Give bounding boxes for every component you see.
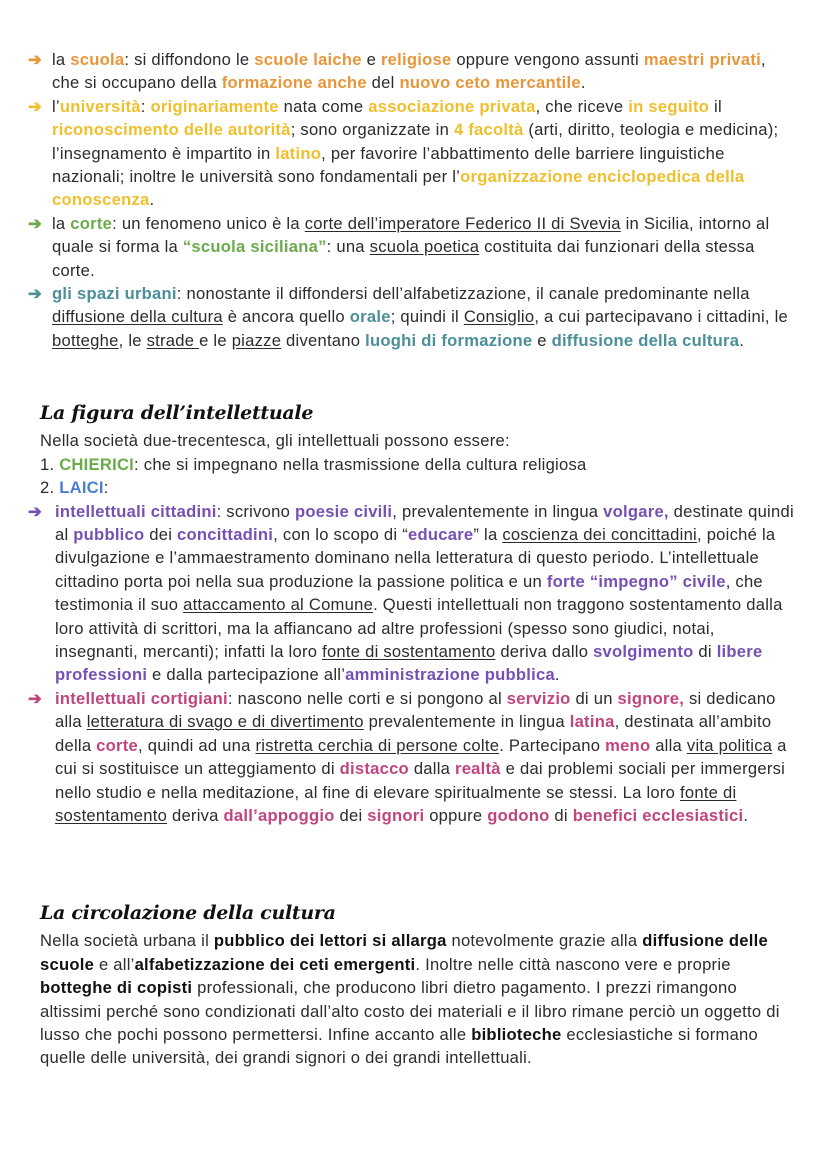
underlined-text: piazze	[231, 330, 282, 350]
text-run: in Sicilia, intorno al quale si forma la	[52, 213, 770, 257]
highlight-purple: pubblico	[73, 525, 145, 545]
highlight-green: corte	[70, 213, 113, 233]
text-run: .	[743, 805, 749, 825]
highlight-yellow: riconoscimento delle autorità	[52, 120, 291, 140]
text-run: , che testimonia il suo	[55, 571, 763, 615]
section-centers-of-culture	[28, 48, 792, 352]
underlined-text: letteratura di svago e di divertimento	[86, 712, 364, 732]
highlight-magenta: dall’appoggio	[223, 805, 335, 825]
text-run: dei	[144, 525, 178, 545]
underlined-text: strade	[146, 330, 200, 350]
highlight-orange: scuole laiche	[254, 50, 362, 69]
bold-text: diffusione delle scuole	[40, 931, 768, 974]
text-run: :	[140, 96, 151, 116]
section-circulation-of-culture	[40, 902, 800, 1070]
text-run: (arti, diritto, teologia e medicina); l’insegnamento è impartito in	[52, 120, 779, 163]
highlight-purple: poesie civili	[294, 501, 393, 521]
underlined-text: corte dell’imperatore Federico II di Svevia	[304, 213, 621, 233]
underlined-text: fonte di sostentamento	[322, 642, 496, 662]
text-run: l’	[52, 96, 60, 116]
list-item	[28, 95, 792, 212]
text-run: , con lo scopo di “	[273, 525, 408, 545]
text-run: ecclesiastiche si formano quelle delle università, dei grandi signori o dei grandi intellettuali.	[40, 1025, 759, 1068]
text-run: professionali, che producono libri dietro pagamento. I prezzi rimangono altissimi perché sono condizionati dall’alto costo dei materiali e il libro rimane perciò un oggetto di lusso che pochi possono permettersi. Infine accanto alle	[40, 978, 780, 1045]
arrow-right-icon: ➔	[28, 213, 43, 233]
highlight-yellow: originariamente	[150, 96, 279, 116]
highlight-magenta: corte	[96, 735, 138, 755]
text-run: : nascono nelle corti e si pongono al	[227, 688, 507, 708]
highlight-magenta: servizio	[506, 688, 571, 708]
arrow-right-icon: ➔	[28, 284, 43, 304]
text-run: il	[709, 96, 722, 116]
section-intellectual-figure	[28, 402, 800, 827]
arrow-right-icon: ➔	[28, 96, 43, 116]
highlight-magenta: benefici ecclesiastici	[572, 805, 744, 825]
text-run: la	[52, 213, 71, 233]
text-run: deriva dallo	[495, 642, 594, 662]
text-run: del	[366, 73, 400, 93]
bold-text: botteghe di copisti	[40, 978, 193, 998]
highlight-green: “scuola siciliana”	[182, 237, 327, 257]
highlight-orange: religiose	[380, 50, 452, 69]
highlight-teal: diffusione della cultura	[551, 330, 740, 350]
text-run: di	[549, 805, 573, 825]
highlight-teal: gli spazi urbani	[52, 284, 177, 304]
text-run: .	[580, 73, 586, 93]
list-item	[28, 500, 800, 687]
underlined-text: attaccamento al Comune	[183, 595, 374, 615]
text-run: e	[532, 330, 552, 350]
bold-text: pubblico dei lettori si allarga	[213, 931, 447, 951]
text-run: e dai problemi sociali per immergersi nello studio e nella meditazione, al fine di elevare spiritualmente se stessi. La loro	[55, 759, 786, 802]
highlight-purple: volgare,	[603, 501, 669, 521]
arrow-right-icon: ➔	[28, 688, 43, 708]
highlight-yellow: latino	[275, 143, 322, 163]
highlight-purple: intellettuali cittadini	[55, 501, 217, 521]
numbered-list	[40, 453, 800, 500]
highlight-yellow: 4 facoltà	[453, 120, 524, 140]
list-item	[28, 687, 800, 827]
text-run: ; sono organizzate in	[290, 120, 454, 140]
bold-text: biblioteche	[471, 1025, 562, 1045]
highlight-teal: luoghi di formazione	[365, 330, 533, 350]
highlight-magenta: meno	[605, 735, 651, 755]
text-run: , poiché la divulgazione e l’ammaestramento dominano nella letteratura di questo periodo. L’intellettuale cittadino porta poi nella sua produzione la passione politica e un	[55, 525, 776, 591]
highlight-purple: concittadini	[177, 525, 274, 545]
text-run: . Inoltre nelle città nascono vere e proprie	[415, 954, 731, 974]
highlight-magenta: signore,	[617, 688, 685, 708]
text-run: .	[149, 190, 155, 210]
text-run: :	[103, 478, 109, 498]
highlight-magenta: realtà	[454, 759, 501, 779]
highlight-yellow: organizzazione enciclopedica della conoscenza	[52, 167, 745, 210]
text-run: , a cui partecipavano i cittadini, le	[534, 307, 789, 327]
text-run: , che si occupano della	[52, 50, 766, 93]
bullet-list	[28, 48, 792, 352]
text-run: 2.	[40, 478, 60, 498]
highlight-magenta: godono	[487, 805, 550, 825]
text-run: la	[52, 50, 71, 69]
highlight-yellow: università	[59, 96, 141, 116]
text-run: . Partecipano	[499, 735, 606, 755]
text-run: deriva	[167, 805, 224, 825]
highlight-orange: scuola	[70, 50, 125, 69]
highlight-magenta: latina	[569, 712, 615, 732]
text-run: , le	[118, 330, 147, 350]
list-item	[28, 48, 792, 95]
highlight-magenta: distacco	[339, 759, 409, 779]
text-run: , quindi ad una	[138, 735, 256, 755]
intro-text: Nella società due-trecentesca, gli intellettuali possono essere:	[40, 431, 510, 451]
arrow-right-icon: ➔	[28, 501, 43, 521]
text-run: : che si impegnano nella trasmissione della cultura religiosa	[134, 454, 587, 474]
underlined-text: Consiglio	[463, 307, 535, 327]
highlight-yellow: associazione privata	[368, 96, 536, 116]
text-run: 1.	[40, 454, 60, 474]
underlined-text: ristretta cerchia di persone colte	[255, 735, 500, 755]
text-run: dalla	[408, 759, 455, 779]
text-run: , che riceve	[535, 96, 629, 116]
text-run: , prevalentemente in lingua	[392, 501, 604, 521]
text-run: si dedicano alla	[55, 688, 776, 732]
underlined-text: diffusione della cultura	[52, 307, 223, 327]
highlight-orange: maestri privati	[643, 50, 762, 69]
text-run: prevalentemente in lingua	[363, 712, 570, 732]
highlight-yellow: in seguito	[628, 96, 710, 116]
text-run: e le	[199, 330, 232, 350]
text-run: : nonostante il diffondersi dell’alfabetizzazione, il canale predominante nella	[176, 284, 750, 304]
underlined-text: coscienza dei concittadini	[502, 525, 697, 545]
text-run: . Questi intellettuali non traggono sostentamento dalla loro attività di scrittori, ma la affiancano ad altre professioni (spesso sono giudici, notai, insegnanti, mercanti); infatti la loro	[55, 595, 783, 662]
text-run: dei	[334, 805, 368, 825]
text-run: oppure	[424, 805, 488, 825]
underlined-text: vita politica	[686, 735, 773, 755]
highlight-orange: formazione anche	[221, 73, 367, 93]
text-run: oppure vengono assunti	[451, 50, 644, 69]
text-run: e dalla partecipazione all’	[147, 665, 346, 685]
text-run: , per favorire l’abbattimento delle barriere linguistiche nazionali; inoltre le università sono fondamentali per l’	[52, 143, 725, 187]
underlined-text: botteghe	[52, 330, 119, 350]
text-run: ; quindi il	[390, 307, 464, 327]
highlight-magenta: intellettuali cortigiani	[55, 688, 228, 708]
text-run: e	[361, 50, 381, 69]
text-run: : una	[326, 237, 370, 257]
text-run: .	[554, 665, 560, 685]
text-run: : si diffondono le	[124, 50, 255, 69]
text-run: Nella società urbana il	[40, 931, 214, 951]
list-item	[28, 212, 792, 282]
text-run: notevolmente grazie alla	[446, 931, 643, 951]
highlight-magenta: signori	[367, 805, 425, 825]
text-run: costituita dai funzionari della stessa corte.	[52, 237, 755, 280]
text-run: : scrivono	[216, 501, 295, 521]
arrow-right-icon: ➔	[28, 50, 43, 69]
highlight-blue: LAICI	[59, 478, 104, 498]
text-run: .	[739, 330, 745, 350]
text-run: diventano	[281, 330, 366, 350]
numbered-item	[40, 453, 800, 476]
bold-text: alfabetizzazione dei ceti emergenti	[134, 954, 416, 974]
highlight-purple: svolgimento	[593, 642, 694, 662]
text-run: ” la	[473, 525, 503, 545]
underlined-text: scuola poetica	[369, 237, 480, 257]
text-run: nata come	[278, 96, 369, 116]
highlight-purple: amministrazione pubblica	[345, 665, 555, 685]
text-run: a cui si sostituisce un atteggiamento di	[55, 735, 787, 779]
list-item	[28, 282, 792, 352]
highlight-green: CHIERICI	[59, 454, 135, 474]
highlight-purple: forte “impegno” civile	[546, 571, 726, 591]
text-run: , destinata all’ambito della	[55, 712, 772, 755]
text-run: di un	[570, 688, 618, 708]
highlight-teal: orale	[349, 307, 391, 327]
text-run: e all’	[94, 954, 135, 974]
section-heading: La circolazione della cultura	[40, 902, 336, 924]
text-run: destinate quindi al	[55, 501, 794, 545]
text-run: : un fenomeno unico è la	[112, 213, 305, 233]
highlight-purple: libere professioni	[55, 642, 763, 685]
text-run: alla	[650, 735, 687, 755]
section-heading: La figura dell’intellettuale	[40, 402, 314, 424]
bullet-list	[28, 500, 800, 828]
numbered-item	[40, 476, 800, 499]
highlight-orange: nuovo ceto mercantile	[399, 73, 581, 93]
paragraph	[40, 929, 800, 1069]
underlined-text: fonte di sostentamento	[55, 782, 737, 825]
text-run: è ancora quello	[222, 307, 350, 327]
text-run: di	[693, 642, 717, 662]
highlight-purple: educare	[407, 525, 474, 545]
